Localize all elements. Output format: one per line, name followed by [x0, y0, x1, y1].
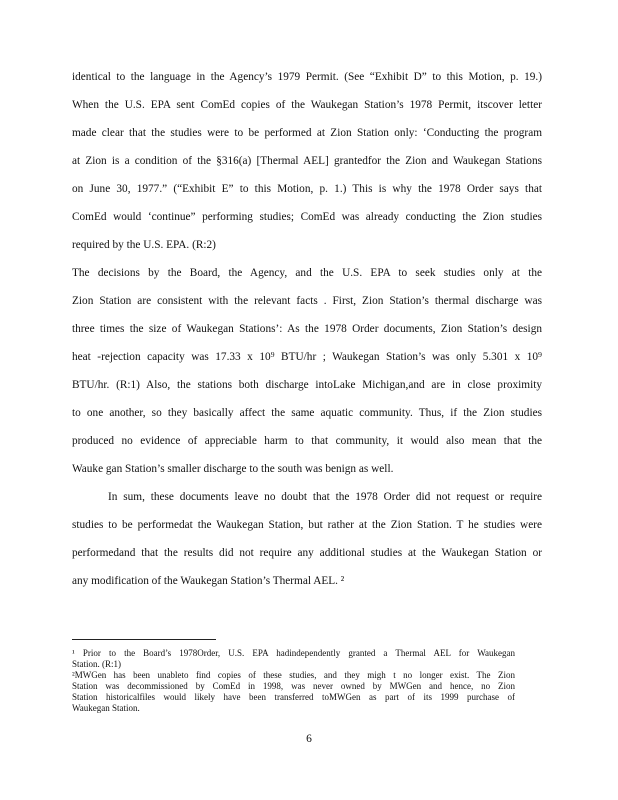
footnote-line: Station historicalfiles would likely have been transferred toMWGen as part of its 1999 purchase of	[72, 692, 515, 702]
body-line: identical to the language in the Agency’s 1979 Permit. (See “Exhibit D” to this Motion, p. 19.)	[72, 71, 542, 83]
body-line: BTU/hr. (R:1) Also, the stations both discharge intoLake Michigan,and are in close proximity	[72, 379, 542, 391]
body-line: When the U.S. EPA sent ComEd copies of the Waukegan Station’s 1978 Permit, itscover letter	[72, 99, 542, 111]
body-line: three times the size of Waukegan Stations’: As the 1978 Order documents, Zion Station’s design	[72, 323, 542, 335]
body-line: performedand that the results did not require any additional studies at the Waukegan Station or	[72, 547, 542, 559]
body-line: required by the U.S. EPA. (R:2)	[72, 239, 216, 251]
body-line: heat -rejection capacity was 17.33 x 10⁹ BTU/hr ; Waukegan Station’s was only 5.301 x 10⁹	[72, 351, 542, 363]
body-line: Zion Station are consistent with the relevant facts . First, Zion Station’s thermal discharge was	[72, 295, 542, 307]
body-line: ComEd would ‘continue” performing studies; ComEd was already conducting the Zion studies	[72, 211, 542, 223]
footnote-line: Waukegan Station.	[72, 703, 140, 713]
footnote-line: Station. (R:1)	[72, 659, 121, 669]
body-line: studies to be performedat the Waukegan Station, but rather at the Zion Station. T he studies were	[72, 519, 542, 531]
body-line: any modification of the Waukegan Station’s Thermal AEL. ²	[72, 575, 345, 587]
body-line: The decisions by the Board, the Agency, and the U.S. EPA to seek studies only at the	[72, 267, 542, 279]
body-line: produced no evidence of appreciable harm to that community, it would also mean that the	[72, 435, 542, 447]
body-line: Wauke gan Station’s smaller discharge to the south was benign as well.	[72, 463, 394, 475]
body-line: at Zion is a condition of the §316(a) [Thermal AEL] grantedfor the Zion and Waukegan Stations	[72, 155, 542, 167]
body-line: on June 30, 1977.” (“Exhibit E” to this Motion, p. 1.) This is why the 1978 Order says that	[72, 183, 542, 195]
footnote-line: ²MWGen has been unableto find copies of these studies, and they migh t no longer exist. The Zion	[72, 670, 515, 680]
body-line: In sum, these documents leave no doubt that the 1978 Order did not request or require	[108, 491, 542, 503]
body-line: made clear that the studies were to be performed at Zion Station only: ‘Conducting the program	[72, 127, 542, 139]
footnote-separator	[72, 639, 216, 640]
page-number: 6	[306, 733, 312, 745]
footnote-line: Station was decommissioned by ComEd in 1998, was never owned by MWGen and hence, no Zion	[72, 681, 515, 691]
footnote-line: ¹ Prior to the Board’s 1978Order, U.S. EPA hadindependently granted a Thermal AEL for Waukegan	[72, 648, 515, 658]
body-line: to one another, so they basically affect the same aquatic community. Thus, if the Zion studies	[72, 407, 542, 419]
